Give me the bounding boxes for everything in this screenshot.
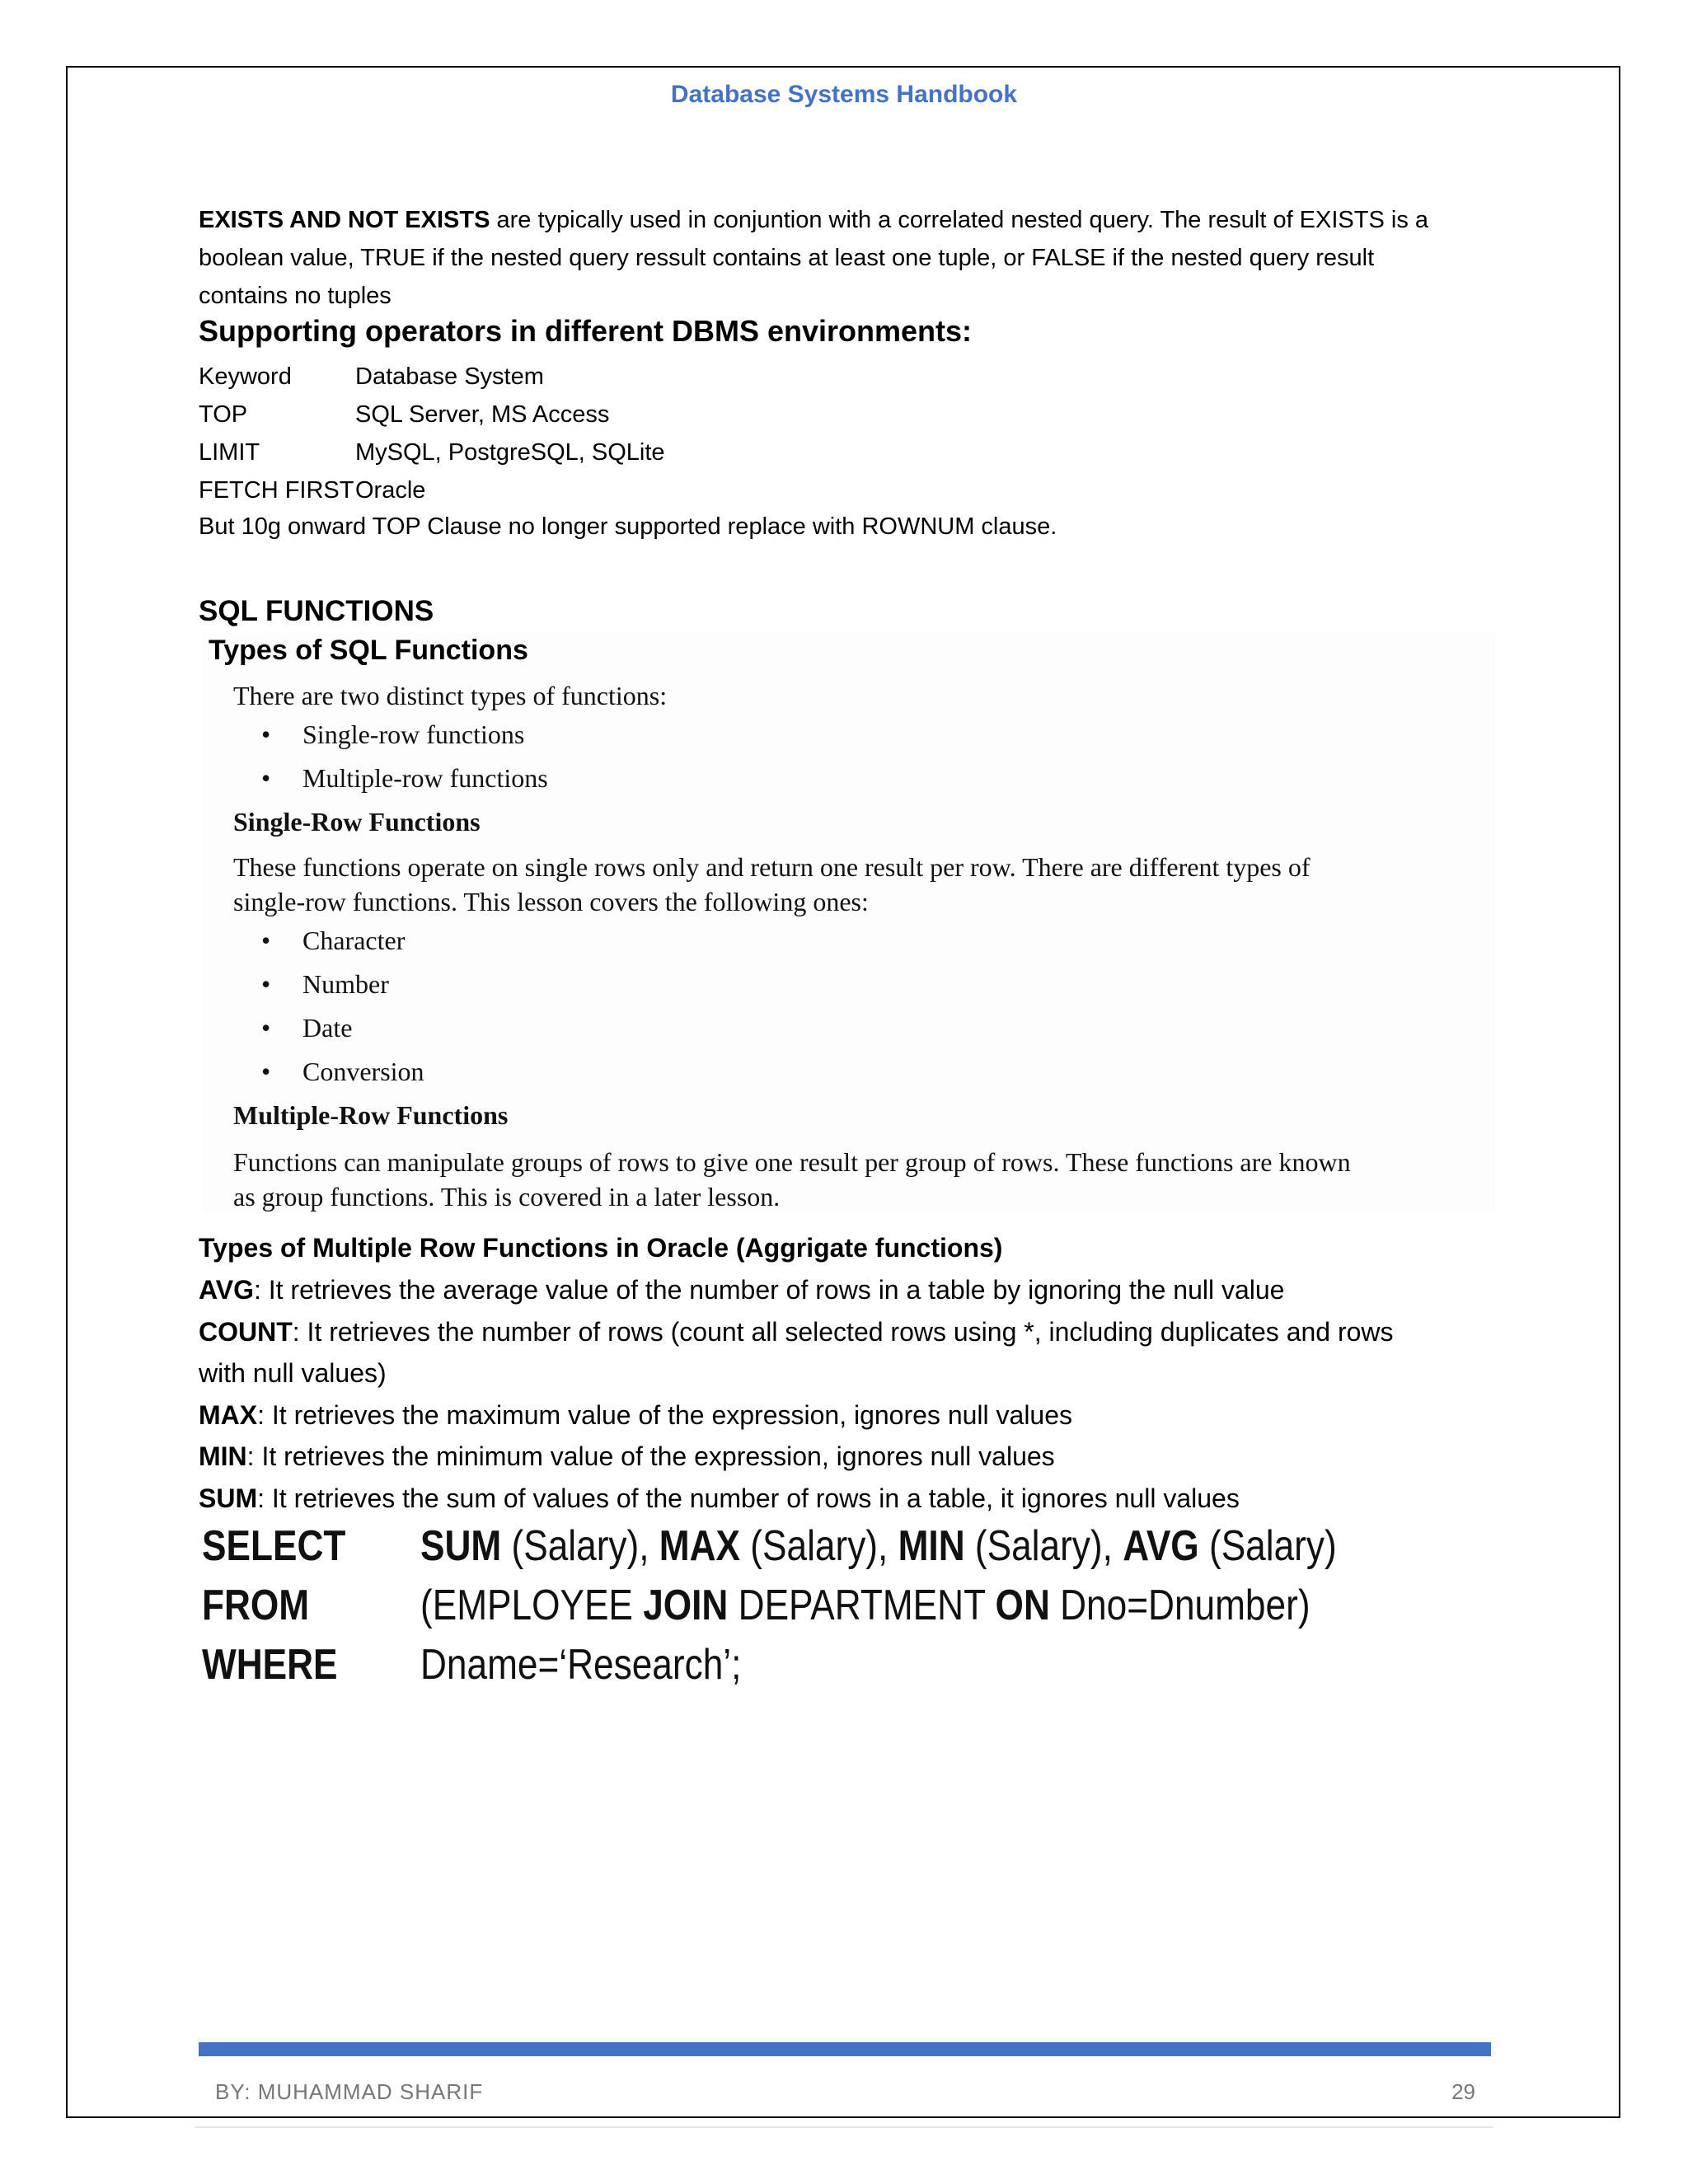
aggregate-name: AVG	[199, 1275, 254, 1305]
fn-arg: (Salary)	[1198, 1522, 1337, 1570]
aggregate-item	[199, 1352, 1493, 1394]
sql-functions-scanned-excerpt	[202, 633, 1496, 1214]
select-keyword: SELECT	[202, 1522, 346, 1570]
footer-divider	[195, 2126, 1493, 2128]
bullet-icon: •	[261, 1013, 271, 1043]
aggregate-text: : It retrieves the minimum value of the expression, ignores null values	[246, 1441, 1055, 1471]
types-intro: There are two distinct types of functions:	[233, 681, 668, 710]
aggregate-item	[199, 1394, 1493, 1436]
bullet-icon: •	[261, 926, 271, 955]
query-from-row	[202, 1576, 1498, 1635]
list-item-label: Date	[302, 1013, 353, 1043]
from-part: Dno=Dnumber)	[1049, 1582, 1311, 1629]
fn-sum: SUM	[420, 1522, 502, 1570]
page-header-title: Database Systems Handbook	[670, 81, 1018, 108]
aggregate-name: SUM	[199, 1483, 258, 1513]
multi-row-line-1: Functions can manipulate groups of rows to give one result per group of rows. These functions are known	[233, 1147, 1351, 1177]
aggregate-name: MAX	[199, 1399, 258, 1430]
keyword-value: Database System	[355, 363, 544, 390]
keyword-table	[199, 358, 1493, 509]
keyword-row	[199, 358, 1493, 396]
single-row-line-1: These functions operate on single rows only and return one result per row. There are different types of	[233, 852, 1311, 882]
aggregate-text: : It retrieves the sum of values of the number of rows in a table, it ignores null values	[257, 1483, 1240, 1513]
single-row-line-2: single-row functions. This lesson covers the following ones:	[233, 887, 869, 916]
bullet-icon: •	[261, 763, 271, 793]
keyword-value: MySQL, PostgreSQL, SQLite	[355, 439, 665, 466]
fn-arg: (Salary),	[740, 1522, 898, 1570]
keyword-value: Oracle	[355, 477, 426, 504]
aggregate-text: : It retrieves the average value of the number of rows in a table by ignoring the null value	[253, 1275, 1285, 1305]
sql-functions-heading: SQL FUNCTIONS	[199, 595, 434, 627]
list-item-label: Number	[302, 969, 389, 999]
from-part: (EMPLOYEE	[420, 1582, 644, 1629]
bullet-icon: •	[261, 969, 271, 999]
keyword-value: SQL Server, MS Access	[355, 401, 610, 428]
supporting-heading: Supporting operators in different DBMS environments:	[199, 314, 973, 348]
fn-arg: (Salary),	[964, 1522, 1123, 1570]
list-item-label: Single-row functions	[302, 719, 525, 749]
list-item-label: Conversion	[302, 1057, 424, 1086]
bullet-icon: •	[261, 1057, 271, 1086]
list-item	[261, 963, 1496, 1006]
fn-min: MIN	[898, 1522, 965, 1570]
from-body	[420, 1576, 1311, 1635]
keyword-key: TOP	[199, 401, 248, 428]
intro-paragraph	[199, 201, 1493, 315]
keyword-key: Keyword	[199, 363, 292, 390]
intro-line-3: contains no tuples	[199, 283, 392, 309]
aggregate-item	[199, 1478, 1493, 1520]
aggregate-functions-section	[199, 1226, 1493, 1519]
multi-row-heading: Multiple-Row Functions	[233, 1100, 509, 1130]
list-item	[261, 1006, 1496, 1050]
fn-arg: (Salary),	[501, 1522, 659, 1570]
aggregate-text: with null values)	[199, 1358, 387, 1388]
aggregate-text: : It retrieves the number of rows (count all selected rows using *, including duplicates and rows	[292, 1316, 1394, 1347]
footer-accent-bar	[199, 2042, 1491, 2056]
list-item	[261, 1050, 1496, 1094]
aggregate-name: MIN	[199, 1441, 247, 1471]
list-item	[261, 757, 1496, 800]
aggregate-name: COUNT	[199, 1316, 293, 1347]
query-where-row	[202, 1635, 1498, 1694]
intro-line-2: boolean value, TRUE if the nested query ressult contains at least one tuple, or FALSE if the nested query result	[199, 245, 1375, 271]
page-number: 29	[1451, 2079, 1475, 2104]
where-keyword: WHERE	[202, 1641, 338, 1689]
keyword-row	[199, 434, 1493, 471]
select-body	[420, 1516, 1337, 1576]
list-item	[261, 713, 1496, 757]
types-heading: Types of SQL Functions	[209, 635, 528, 666]
bullet-icon: •	[261, 719, 271, 749]
on-keyword: ON	[995, 1582, 1050, 1629]
footer-author: BY: MUHAMMAD SHARIF	[215, 2079, 484, 2104]
aggregate-item	[199, 1311, 1493, 1353]
rownum-note: But 10g onward TOP Clause no longer supported replace with ROWNUM clause.	[199, 513, 1057, 540]
list-item-label: Character	[302, 926, 406, 955]
list-item-label: Multiple-row functions	[302, 763, 548, 793]
intro-line-1: are typically used in conjuntion with a correlated nested query. The result of EXISTS is a	[490, 207, 1429, 233]
multi-row-line-2: as group functions. This is covered in a later lesson.	[233, 1182, 781, 1212]
where-body: Dname=‘Research’;	[420, 1641, 742, 1689]
keyword-key: FETCH FIRST	[199, 477, 354, 504]
intro-lead-bold: EXISTS AND NOT EXISTS	[199, 207, 490, 233]
keyword-key: LIMIT	[199, 439, 260, 466]
sql-query-example	[202, 1516, 1498, 1694]
aggregate-item	[199, 1269, 1493, 1311]
single-row-heading: Single-Row Functions	[233, 807, 481, 837]
fn-max: MAX	[659, 1522, 741, 1570]
keyword-row	[199, 396, 1493, 434]
list-item	[261, 919, 1496, 963]
query-select-row	[202, 1516, 1498, 1576]
keyword-row	[199, 471, 1493, 509]
aggregate-heading: Types of Multiple Row Functions in Oracle (Aggrigate functions)	[199, 1233, 1003, 1263]
join-keyword: JOIN	[643, 1582, 729, 1629]
aggregate-item	[199, 1436, 1493, 1478]
from-part: DEPARTMENT	[728, 1582, 996, 1629]
aggregate-text: : It retrieves the maximum value of the expression, ignores null values	[257, 1399, 1073, 1430]
fn-avg: AVG	[1123, 1522, 1199, 1570]
from-keyword: FROM	[202, 1582, 310, 1629]
